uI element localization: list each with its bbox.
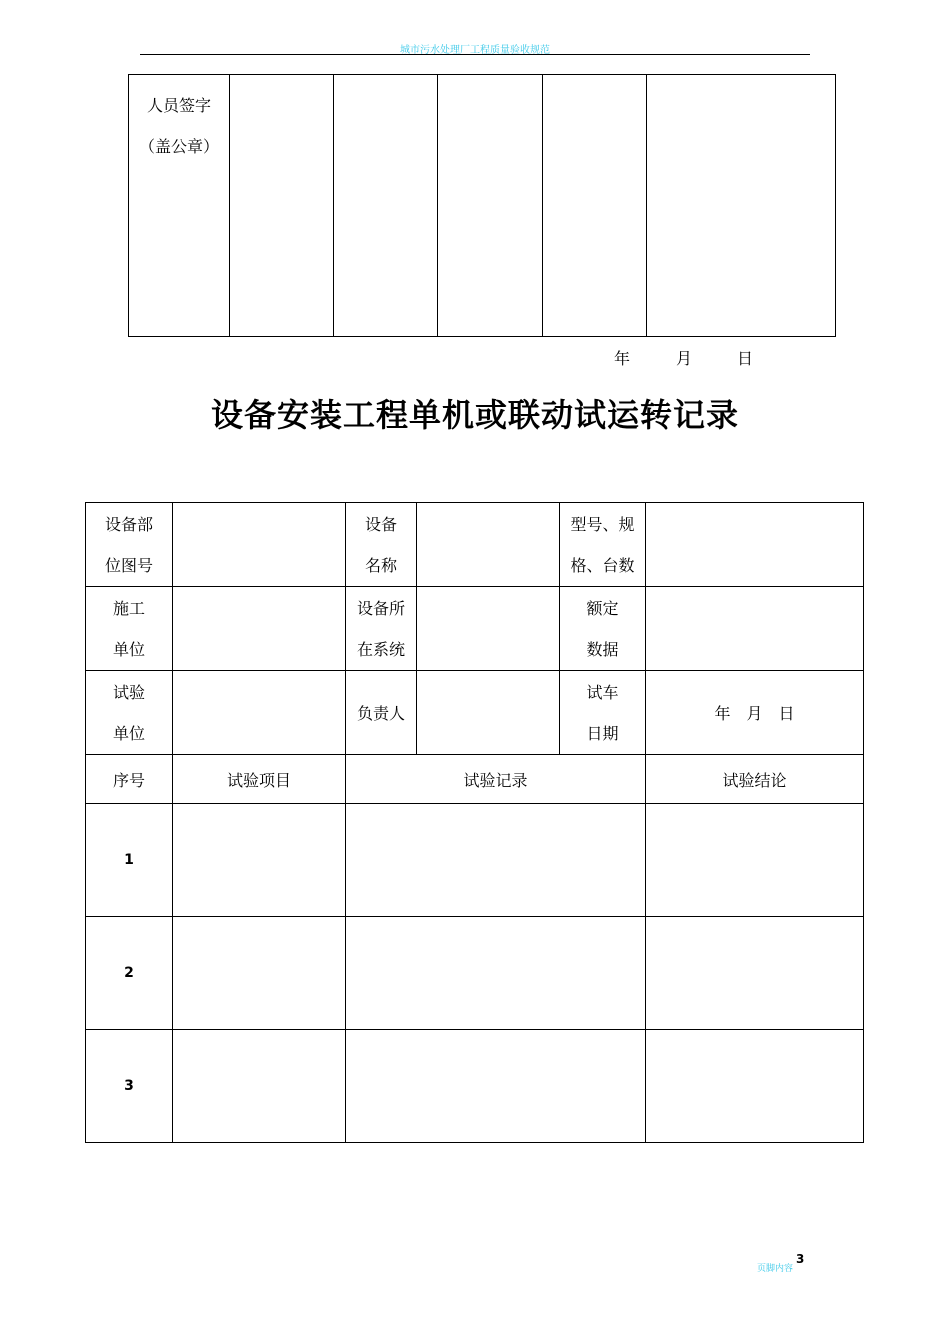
label-equipment-drawing-no: 设备部 位图号: [86, 503, 173, 587]
label-equipment-name: 设备 名称: [346, 503, 417, 587]
official-seal-label: （盖公章）: [138, 137, 219, 156]
value-test-unit: [173, 671, 346, 755]
row-test-item: [173, 917, 346, 1030]
value-rated-data: [646, 587, 864, 671]
document-title: 设备安装工程单机或联动试运转记录: [210, 396, 739, 434]
label-rated-data: 额定 数据: [560, 587, 646, 671]
row-test-item: [173, 1030, 346, 1143]
page-footer-text: 页脚内容: [757, 1264, 794, 1274]
row-test-record: [346, 917, 646, 1030]
label-model-spec: 型号、规 格、台数: [560, 503, 646, 587]
top-date-year: 年: [614, 349, 631, 368]
header-test-item: 试验项目: [173, 755, 346, 804]
label-construction-unit: 施工 单位: [86, 587, 173, 671]
signature-cell-4: [543, 75, 647, 337]
row-test-conclusion: [646, 804, 864, 917]
row-index: 1: [86, 804, 173, 917]
table-row: [86, 917, 864, 1030]
label-person-in-charge: 负责人: [346, 671, 417, 755]
signature-cell-5: [647, 75, 836, 337]
header-rule: [140, 54, 810, 55]
header-test-conclusion: 试验结论: [646, 755, 864, 804]
header-index: 序号: [86, 755, 173, 804]
table-row: [86, 804, 864, 917]
row-test-record: [346, 1030, 646, 1143]
value-person-in-charge: [417, 671, 560, 755]
signature-cell-1: [230, 75, 334, 337]
row-test-conclusion: [646, 1030, 864, 1143]
label-test-date: 试车 日期: [560, 671, 646, 755]
signature-cell-2: [334, 75, 438, 337]
trial-run-record-table: [85, 502, 864, 1143]
signature-table: [128, 74, 836, 337]
page-number: 3: [796, 1252, 805, 1266]
value-model-spec: [646, 503, 864, 587]
row-test-conclusion: [646, 917, 864, 1030]
value-test-date: 年 月 日: [646, 671, 864, 755]
value-construction-unit: [173, 587, 346, 671]
top-date-month: 月: [676, 349, 693, 368]
row-test-item: [173, 804, 346, 917]
signature-label-cell: [129, 75, 230, 337]
header-test-record: 试验记录: [346, 755, 646, 804]
info-row-3: [86, 671, 864, 755]
info-row-1: [86, 503, 864, 587]
row-test-record: [346, 804, 646, 917]
value-system: [417, 587, 560, 671]
signature-label: 人员签字: [146, 96, 211, 115]
value-equipment-name: [417, 503, 560, 587]
info-row-2: [86, 587, 864, 671]
label-system: 设备所 在系统: [346, 587, 417, 671]
row-index: 2: [86, 917, 173, 1030]
value-equipment-drawing-no: [173, 503, 346, 587]
row-index: 3: [86, 1030, 173, 1143]
signature-cell-3: [438, 75, 543, 337]
label-test-unit: 试验 单位: [86, 671, 173, 755]
page-header-text: 城市污水处理厂工程质量验收规范: [400, 45, 550, 56]
top-date-day: 日: [737, 349, 754, 368]
table-row: [86, 1030, 864, 1143]
column-header-row: [86, 755, 864, 804]
